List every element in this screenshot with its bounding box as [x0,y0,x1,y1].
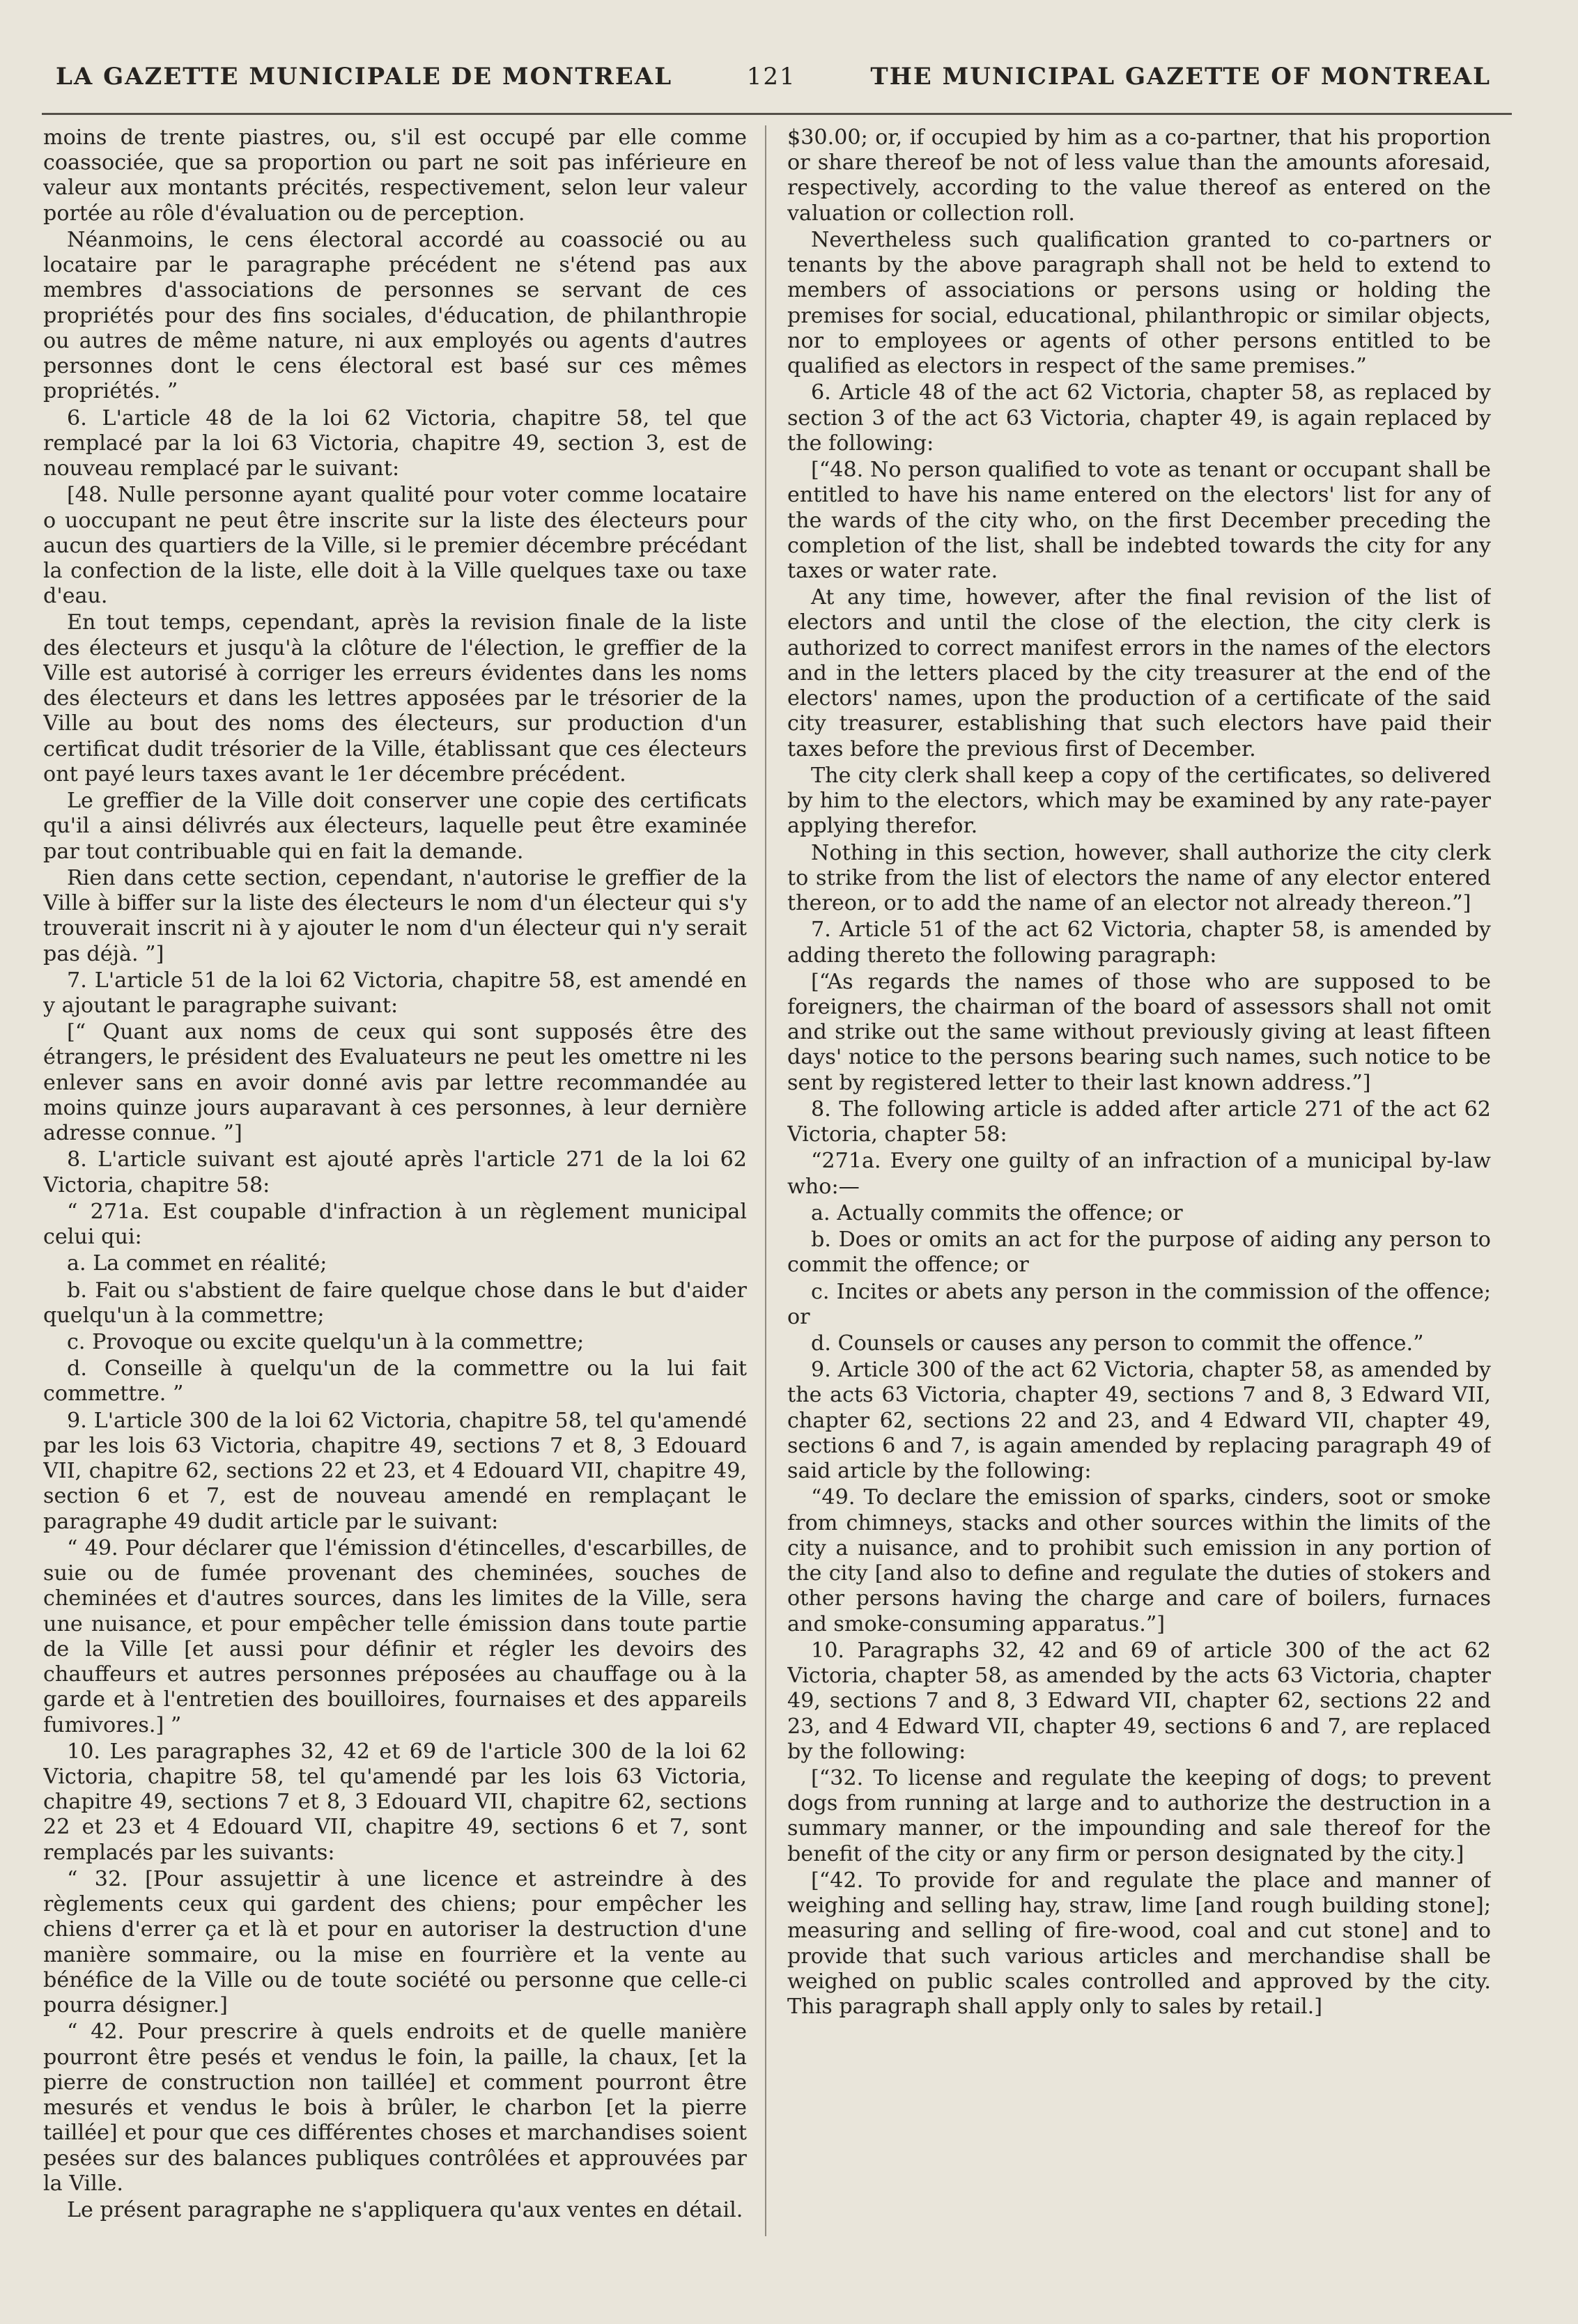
paragraph: b. Fait ou s'abstient de faire quelque chose dans le but d'aider quelqu'un à la commettre; [43,1278,747,1328]
paragraph: 8. The following article is added after article 271 of the act 62 Victoria, chapter 58: [787,1097,1491,1147]
paragraph: 9. Article 300 of the act 62 Victoria, chapter 58, as amended by the acts 63 Victoria, chapter 49, sections 7 and 8, 3 Edward VII, chapter 62, sections 22 and 23, and 4 Edward VII, chapter 49, sections 6 and 7, is again amended by replacing paragraph 49 of said article by the following: [787,1358,1491,1484]
french-column [43,125,747,2299]
paragraph: [“As regards the names of those who are supposed to be foreigners, the chairman of the board of assessors shall not omit and strike out the same without previously giving at least fifteen days' notice to the persons bearing such names, such notice to be sent by registered letter to their last known address.”] [787,969,1491,1095]
paragraph: b. Does or omits an act for the purpose of aiding any person to commit the offence; or [787,1227,1491,1278]
paragraph: [48. Nulle personne ayant qualité pour voter comme locataire o uoccupant ne peut être inscrite sur la liste des électeurs pour aucun des quartiers de la Ville, si le premier décembre précédant la confection de la liste, elle doit à la Ville quelques taxe ou taxe d'eau. [43,483,747,609]
paragraph: “ 49. Pour déclarer que l'émission d'étincelles, d'escarbilles, de suie ou de fumée provenant des cheminées, souches de cheminées et d'autres sources, dans les limites de la Ville, sera une nuisance, et pour empêcher telle émission dans toute partie de la Ville [et aussi pour définir et régler les devoirs des chauffeurs et autres personnes préposées au chauffage ou à la garde et à l'entretien des bouilloires, fournaises et des appareils fumivores.] ” [43,1535,747,1737]
paragraph: The city clerk shall keep a copy of the certificates, so delivered by him to the electors, which may be examined by any rate-payer applying therefor. [787,763,1491,839]
paragraph: 10. Paragraphs 32, 42 and 69 of article 300 of the act 62 Victoria, chapter 58, as amended by the acts 63 Victoria, chapter 49, sections 7 and 8, 3 Edward VII, chapter 62, sections 22 and 23, and 4 Edward VII, chapter 49, sections 6 and 7, are replaced by the following: [787,1638,1491,1764]
paragraph: 6. Article 48 of the act 62 Victoria, chapter 58, as replaced by section 3 of the act 63 Victoria, chapter 49, is again replaced by the following: [787,380,1491,456]
paragraph: c. Provoque ou excite quelqu'un à la commettre; [67,1330,585,1355]
paragraph: 9. L'article 300 de la loi 62 Victoria, chapitre 58, tel qu'amendé par les lois 63 Victoria, chapitre 49, sections 7 et 8, 3 Edouard VII, chapitre 62, sections 22 et 23, et 4 Edouard VII, chapitre 49, section 6 et 7, est de nouveau amendé en remplaçant le paragraphe 49 dudit article par le suivant: [43,1408,747,1534]
paragraph: 7. L'article 51 de la loi 62 Victoria, chapitre 58, est amendé en y ajoutant le paragraphe suivant: [43,968,747,1018]
paragraph: En tout temps, cependant, après la revision finale de la liste des électeurs et jusqu'à la clôture de l'élection, le greffier de la Ville est autorisé à corriger les erreurs évidentes dans les noms des électeurs et dans les lettres apposées par le trésorier de la Ville au bout des noms des électeurs, sur production d'un certificat dudit trésorier de la Ville, établissant que ces électeurs ont payé leurs taxes avant le 1er décembre précédent. [43,610,747,787]
paragraph: c. Incites or abets any person in the commission of the offence; or [787,1279,1491,1329]
paragraph: [“42. To provide for and regulate the place and manner of weighing and selling hay, straw, lime [and rough building stone]; measuring and selling of fire-wood, coal and cut stone] and to provide that such various articles and merchandise shall be weighed on public scales controlled and approved by the city. This paragraph shall apply only to sales by retail.] [787,1868,1491,2020]
paragraph: At any time, however, after the final revision of the list of electors and until the close of the election, the city clerk is authorized to correct manifest errors in the names of the electors and in the letters placed by the city treasurer at the end of the electors' names, upon the production of a certificate of the said city treasurer, establishing that such electors have paid their taxes before the previous first of December. [787,585,1491,761]
paragraph: [“ Quant aux noms de ceux qui sont supposés être des étrangers, le président des Evaluateurs ne peut les omettre ni les enlever sans en avoir donné avis par lettre recommandée au moins quinze jours auparavant à ces personnes, à leur dernière adresse connue. ”] [43,1020,747,1146]
paragraph: 6. L'article 48 de la loi 62 Victoria, chapitre 58, tel que remplacé par la loi 63 Victoria, chapitre 49, section 3, est de nouveau remplacé par le suivant: [43,405,747,481]
paragraph: Rien dans cette section, cependant, n'autorise le greffier de la Ville à biffer sur la liste des électeurs le nom d'un électeur qui s'y trouverait inscrit ni à y ajouter le nom d'un électeur qui n'y serait pas déjà. ”] [43,865,747,966]
paragraph: a. La commet en réalité; [67,1251,327,1276]
header-rule [42,113,1512,115]
paragraph: d. Conseille à quelqu'un de la commettre ou la lui fait commettre. ” [43,1356,747,1407]
paragraph: “271a. Every one guilty of an infraction of a municipal by-law who:— [787,1149,1491,1199]
paragraph: Le greffier de la Ville doit conserver une copie des certificats qu'il a ainsi délivrés aux électeurs, laquelle peut être examinée par tout contribuable qui en fait la demande. [43,789,747,864]
paragraph: “ 32. [Pour assujettir à une licence et astreindre à des règlements ceux qui gardent des chiens; pour empêcher les chiens d'errer ça et là et pour en autoriser la destruction d'une manière sommaire, ou la mise en fourrière et la vente au bénéfice de la Ville ou de toute société ou personne que celle-ci pourra désigner.] [43,1866,747,2018]
paragraph: moins de trente piastres, ou, s'il est occupé par elle comme coassociée, que sa proportion ou part ne soit pas inférieure en valeur aux montants précités, respectivement, selon leur valeur portée au rôle d'évaluation ou de perception. [43,125,747,226]
paragraph: $30.00; or, if occupied by him as a co-partner, that his proportion or share thereof be not of less value than the amounts aforesaid, respectively, according to the value thereof as entered on the valuation or collection roll. [787,125,1491,226]
paragraph: a. Actually commits the offence; or [811,1200,1183,1225]
page-header [56,56,1491,98]
paragraph: d. Counsels or causes any person to commit the offence.” [811,1331,1424,1356]
paragraph: 7. Article 51 of the act 62 Victoria, chapter 58, is amended by adding thereto the following paragraph: [787,917,1491,968]
paragraph: [“48. No person qualified to vote as tenant or occupant shall be entitled to have his name entered on the electors' list for any of the wards of the city who, on the first December preceding the completion of the list, shall be indebted towards the city for any taxes or water rate. [787,458,1491,583]
paragraph: 8. L'article suivant est ajouté après l'article 271 de la loi 62 Victoria, chapitre 58: [43,1147,747,1198]
paragraph: “49. To declare the emission of sparks, cinders, soot or smoke from chimneys, stacks and other sources within the limits of the city a nuisance, and to prohibit such emission in any portion of the city [and also to define and regulate the duties of stokers and other persons having the charge and care of boilers, furnaces and smoke-consuming apparatus.”] [787,1485,1491,1636]
paragraph: Nevertheless such qualification granted to co-partners or tenants by the above paragraph shall not be held to extend to members of associations or persons using or holding the premises for social, educational, philanthropic or similar objects, nor to employees or agents of other persons entitled to be qualified as electors in respect of the same premises.” [787,227,1491,379]
paragraph: Nothing in this section, however, shall authorize the city clerk to strike from the list of electors the name of any elector entered thereon, or to add the name of an elector not already thereon.”] [787,840,1491,916]
page-number: 121 [746,63,796,91]
header-title-french: LA GAZETTE MUNICIPALE DE MONTREAL [56,63,673,91]
paragraph: Néanmoins, le cens électoral accordé au coassocié ou au locataire par le paragraphe précédent ne s'étend pas aux membres d'associations de personnes se servant de ces propriétés pour des fins sociales, d'éducation, de philanthropie ou autres de même nature, ni aux employés ou agents d'autres personnes dont le cens électoral est basé sur ces mêmes propriétés. ” [43,227,747,404]
paragraph: 10. Les paragraphes 32, 42 et 69 de l'article 300 de la loi 62 Victoria, chapitre 58, tel qu'amendé par les lois 63 Victoria, chapitre 49, sections 7 et 8, 3 Edouard VII, chapitre 62, sections 22 et 23 et 4 Edouard VII, chapitre 49, sections 6 et 7, sont remplacés par les suivants: [43,1739,747,1865]
paragraph: “ 271a. Est coupable d'infraction à un règlement municipal celui qui: [43,1199,747,1250]
paragraph: [“32. To license and regulate the keeping of dogs; to prevent dogs from running at large and to authorize the destruction in a summary manner, or the impounding and sale thereof for the benefit of the city or any firm or person designated by the city.] [787,1766,1491,1866]
paragraph: Le présent paragraphe ne s'appliquera qu'aux ventes en détail. [67,2197,743,2222]
header-title-english: THE MUNICIPAL GAZETTE OF MONTREAL [870,63,1491,91]
english-column [787,125,1491,2299]
column-divider [765,125,766,2236]
paragraph: “ 42. Pour prescrire à quels endroits et de quelle manière pourront être pesés et vendus le foin, la paille, la chaux, [et la pierre de construction non taillée] et comment pourront être mesurés et vendus le bois à brûler, le charbon [et la pierre taillée] et pour que ces différentes choses et marchandises soient pesées sur des balances publiques contrôlées et approuvées par la Ville. [43,2020,747,2196]
